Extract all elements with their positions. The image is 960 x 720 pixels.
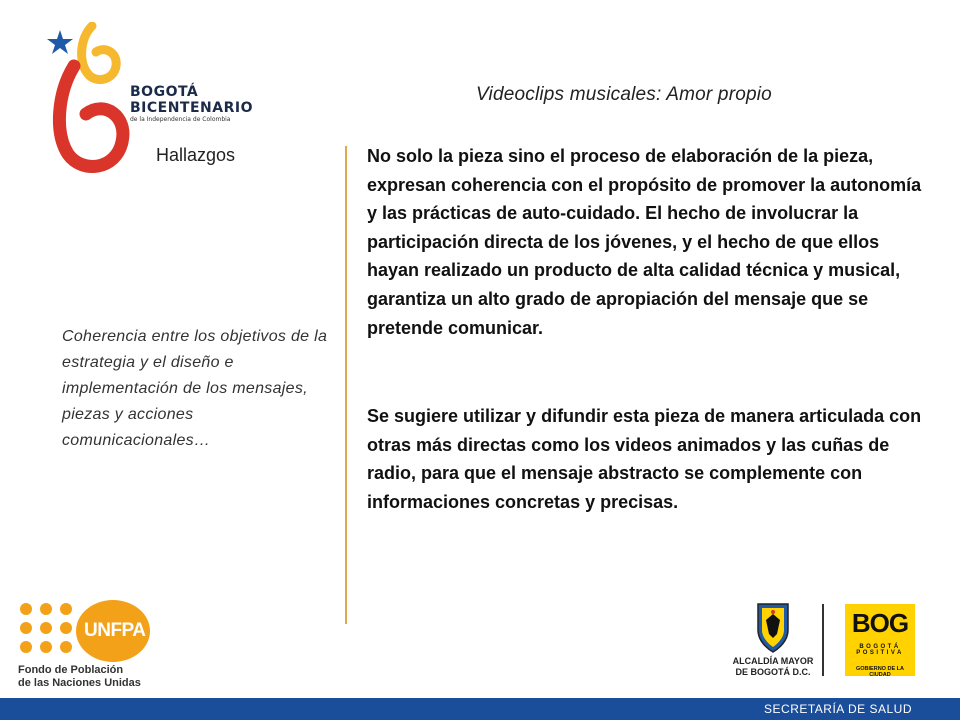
- alcaldia-caption-line2: DE BOGOTÁ D.C.: [735, 667, 811, 677]
- body-paragraph-1: No solo la pieza sino el proceso de elaboración de la pieza, expresan coherencia con el propósito de promover la autonomía y las prácticas de auto-cuidado. El hecho de involucrar la participación directa de los jóvenes, y el hecho de que ellos hayan realizado un producto de alta calidad técnica y musical, garantiza un alto grado de apropiación del mensaje que se pretende comunicar.: [367, 146, 922, 338]
- vertical-divider: [345, 146, 347, 624]
- dot-icon: [60, 641, 72, 653]
- bicentenario-mark-icon: [40, 22, 130, 182]
- dot-icon: [40, 603, 52, 615]
- logo-divider: [822, 604, 824, 676]
- alcaldia-caption-line1: ALCALDÍA MAYOR: [732, 656, 814, 666]
- slide-title: Videoclips musicales: Amor propio: [476, 84, 772, 105]
- logo-subtitle: de la Independencia de Colombia: [130, 116, 231, 123]
- unfpa-caption-line2: de las Naciones Unidas: [18, 677, 141, 689]
- unfpa-wordmark: UNFPA: [84, 620, 146, 641]
- bog-wordmark: BOG: [851, 608, 909, 638]
- dot-icon: [60, 603, 72, 615]
- logo-title-line2: BICENTENARIO: [130, 100, 253, 116]
- body-paragraph-2: Se sugiere utilizar y difundir esta pieza de manera articulada con otras más directas como los videos animados y las cuñas de radio, para que el mensaje abstracto se complemente con informaciones concretas y precisas.: [367, 406, 922, 512]
- unfpa-logo: [18, 600, 148, 692]
- footer-label: SECRETARÍA DE SALUD: [764, 702, 912, 716]
- bogota-coat-of-arms-icon: [728, 600, 818, 654]
- alcaldia-logo: [728, 600, 818, 682]
- dot-icon: [40, 622, 52, 634]
- bog-subcaption: GOBIERNO DE LA CIUDAD: [856, 666, 904, 678]
- footer-bar: [0, 698, 960, 720]
- dot-icon: [20, 641, 32, 653]
- logo-title-line1: BOGOTÁ: [130, 84, 199, 100]
- dot-icon: [60, 622, 72, 634]
- dot-icon: [20, 603, 32, 615]
- section-heading: Hallazgos: [156, 145, 236, 165]
- side-note: Coherencia entre los objetivos de la estrategia y el diseño e implementación de los mensajes, piezas y acciones comunicacionales…: [62, 328, 328, 449]
- dot-icon: [40, 641, 52, 653]
- bogota-positiva-logo: [845, 604, 915, 676]
- dot-icon: [20, 622, 32, 634]
- unfpa-caption-line1: Fondo de Población: [18, 664, 124, 676]
- bog-tagline: BOGOTÁ POSITIVA: [856, 644, 904, 656]
